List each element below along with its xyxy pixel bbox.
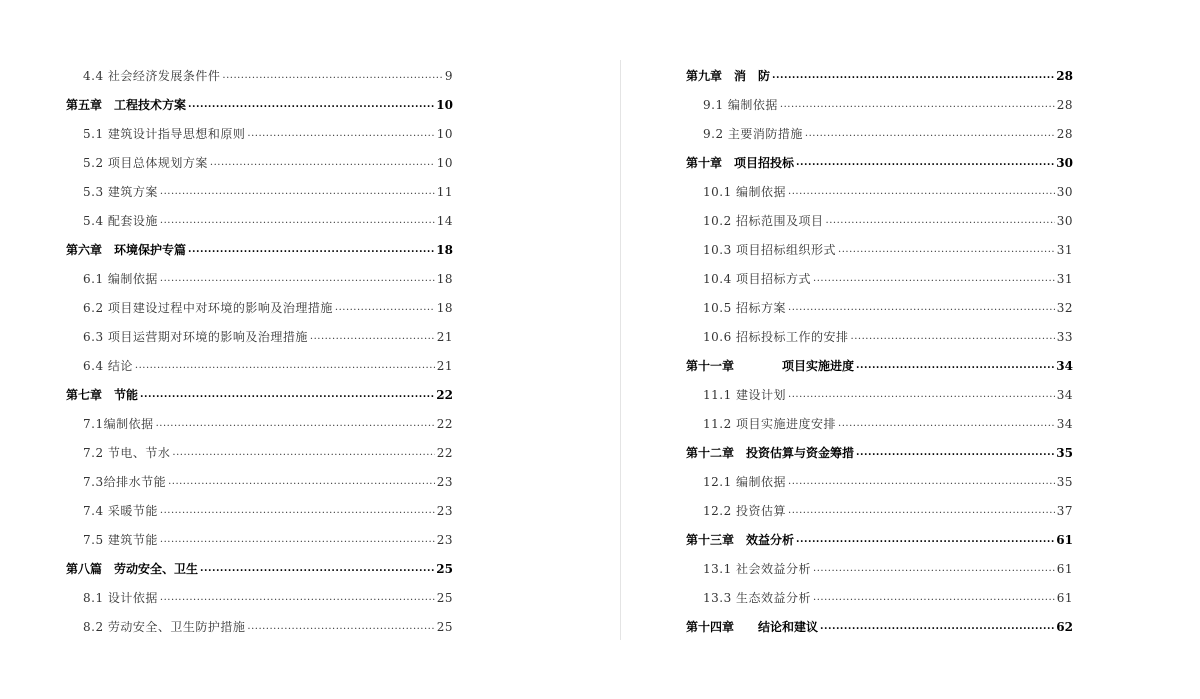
toc-dot-leader xyxy=(856,360,1054,372)
toc-section-entry[interactable] xyxy=(686,583,1073,612)
toc-entry-title: 5.1 建筑设计指导思想和原则 xyxy=(83,127,246,141)
toc-section-entry[interactable] xyxy=(66,148,453,177)
toc-dot-leader xyxy=(160,592,435,604)
toc-dot-leader xyxy=(247,128,434,140)
toc-section-entry[interactable] xyxy=(66,293,453,322)
toc-section-entry[interactable] xyxy=(66,467,453,496)
toc-dot-leader xyxy=(826,215,1055,227)
toc-section-entry[interactable] xyxy=(686,235,1073,264)
toc-entry-page-number: 23 xyxy=(436,474,453,489)
toc-section-entry[interactable] xyxy=(66,177,453,206)
toc-dot-leader xyxy=(772,70,1054,82)
toc-entry-page-number: 34 xyxy=(1056,358,1073,373)
toc-section-entry[interactable] xyxy=(66,264,453,293)
toc-entry-page-number: 11 xyxy=(436,184,453,199)
toc-entry-title: 10.5 招标方案 xyxy=(703,301,787,315)
toc-entry-title: 9.1 编制依据 xyxy=(703,98,778,112)
toc-dot-leader xyxy=(856,447,1054,459)
toc-section-entry[interactable] xyxy=(66,61,453,90)
toc-entry-page-number: 31 xyxy=(1056,242,1073,257)
toc-dot-leader xyxy=(222,70,442,82)
toc-entry-page-number: 37 xyxy=(1056,503,1073,518)
toc-entry-page-number: 23 xyxy=(436,503,453,518)
toc-entry-page-number: 22 xyxy=(436,387,453,402)
toc-entry-title: 8.2 劳动安全、卫生防护措施 xyxy=(83,620,246,634)
toc-dot-leader xyxy=(335,302,435,314)
toc-dot-leader xyxy=(780,99,1055,111)
toc-entry-page-number: 21 xyxy=(436,329,453,344)
toc-entry-title: 12.1 编制依据 xyxy=(703,475,787,489)
toc-entry-page-number: 35 xyxy=(1056,445,1073,460)
toc-dot-leader xyxy=(788,505,1055,517)
toc-entry-title: 7.1编制依据 xyxy=(83,417,154,431)
toc-entry-page-number: 35 xyxy=(1056,474,1073,489)
toc-dot-leader xyxy=(838,418,1055,430)
toc-dot-leader xyxy=(168,476,435,488)
toc-entry-page-number: 23 xyxy=(436,532,453,547)
toc-dot-leader xyxy=(160,186,435,198)
toc-entry-title: 第五章 工程技术方案 xyxy=(66,98,187,112)
toc-chapter-entry[interactable] xyxy=(686,148,1073,177)
toc-section-entry[interactable] xyxy=(686,496,1073,525)
toc-entry-page-number: 34 xyxy=(1056,416,1073,431)
toc-section-entry[interactable] xyxy=(686,322,1073,351)
toc-chapter-entry[interactable] xyxy=(66,380,453,409)
toc-dot-leader xyxy=(200,563,434,575)
toc-entry-title: 第九章 消 防 xyxy=(686,69,771,83)
toc-entry-title: 10.6 招标投标工作的安排 xyxy=(703,330,849,344)
toc-dot-leader xyxy=(796,157,1054,169)
toc-section-entry[interactable] xyxy=(66,583,453,612)
toc-entry-title: 6.4 结论 xyxy=(83,359,133,373)
toc-chapter-entry[interactable] xyxy=(686,351,1073,380)
toc-dot-leader xyxy=(788,476,1055,488)
toc-dot-leader xyxy=(156,418,435,430)
toc-section-entry[interactable] xyxy=(686,206,1073,235)
toc-entry-title: 第七章 节能 xyxy=(66,388,139,402)
toc-dot-leader xyxy=(310,331,435,343)
toc-dot-leader xyxy=(788,302,1055,314)
toc-entry-title: 6.3 项目运营期对环境的影响及治理措施 xyxy=(83,330,308,344)
toc-section-entry[interactable] xyxy=(686,467,1073,496)
toc-section-entry[interactable] xyxy=(686,264,1073,293)
toc-entry-page-number: 34 xyxy=(1056,387,1073,402)
toc-entry-title: 第六章 环境保护专篇 xyxy=(66,243,187,257)
toc-entry-page-number: 30 xyxy=(1056,155,1073,170)
toc-section-entry[interactable] xyxy=(66,438,453,467)
toc-entry-title: 13.1 社会效益分析 xyxy=(703,562,812,576)
toc-chapter-entry[interactable] xyxy=(686,438,1073,467)
toc-section-entry[interactable] xyxy=(66,119,453,148)
toc-dot-leader xyxy=(813,273,1055,285)
toc-entry-title: 7.2 节电、节水 xyxy=(83,446,171,460)
toc-dot-leader xyxy=(788,389,1055,401)
toc-dot-leader xyxy=(172,447,434,459)
toc-entry-title: 10.1 编制依据 xyxy=(703,185,787,199)
toc-chapter-entry[interactable] xyxy=(66,554,453,583)
toc-entry-title: 6.1 编制依据 xyxy=(83,272,158,286)
toc-entry-title: 第十章 项目招投标 xyxy=(686,156,795,170)
toc-entry-title: 第十三章 效益分析 xyxy=(686,533,795,547)
toc-entry-page-number: 18 xyxy=(436,271,453,286)
toc-entry-page-number: 9 xyxy=(444,68,453,83)
toc-entry-page-number: 21 xyxy=(436,358,453,373)
toc-entry-title: 10.3 项目招标组织形式 xyxy=(703,243,837,257)
toc-entry-page-number: 61 xyxy=(1056,590,1073,605)
toc-entry-title: 第八篇 劳动安全、卫生 xyxy=(66,562,199,576)
toc-entry-title: 5.4 配套设施 xyxy=(83,214,158,228)
toc-entry-title: 第十一章 项目实施进度 xyxy=(686,359,855,373)
toc-entry-title: 7.3给排水节能 xyxy=(83,475,167,489)
toc-entry-page-number: 28 xyxy=(1056,97,1073,112)
toc-dot-leader xyxy=(135,360,435,372)
toc-entry-title: 12.2 投资估算 xyxy=(703,504,787,518)
toc-entry-page-number: 62 xyxy=(1056,619,1073,634)
toc-dot-leader xyxy=(820,621,1054,633)
toc-dot-leader xyxy=(796,534,1054,546)
toc-entry-title: 7.4 采暖节能 xyxy=(83,504,158,518)
toc-dot-leader xyxy=(160,505,435,517)
toc-dot-leader xyxy=(210,157,435,169)
toc-entry-page-number: 30 xyxy=(1056,213,1073,228)
toc-entry-title: 7.5 建筑节能 xyxy=(83,533,158,547)
toc-entry-title: 8.1 设计依据 xyxy=(83,591,158,605)
toc-entry-page-number: 25 xyxy=(436,619,453,634)
toc-chapter-entry[interactable] xyxy=(686,525,1073,554)
toc-entry-page-number: 61 xyxy=(1056,561,1073,576)
toc-section-entry[interactable] xyxy=(66,206,453,235)
toc-dot-leader xyxy=(160,534,435,546)
toc-section-entry[interactable] xyxy=(66,496,453,525)
toc-entry-page-number: 10 xyxy=(436,155,453,170)
toc-dot-leader xyxy=(160,273,435,285)
toc-dot-leader xyxy=(813,592,1055,604)
toc-entry-page-number: 18 xyxy=(436,242,453,257)
toc-dot-leader xyxy=(788,186,1055,198)
toc-dot-leader xyxy=(188,244,434,256)
toc-section-entry[interactable] xyxy=(686,380,1073,409)
toc-section-entry[interactable] xyxy=(66,351,453,380)
toc-entry-page-number: 10 xyxy=(436,97,453,112)
toc-chapter-entry[interactable] xyxy=(66,90,453,119)
toc-entry-title: 10.2 招标范围及项目 xyxy=(703,214,824,228)
page-divider xyxy=(620,60,621,640)
toc-dot-leader xyxy=(838,244,1055,256)
toc-entry-page-number: 31 xyxy=(1056,271,1073,286)
toc-dot-leader xyxy=(140,389,434,401)
toc-section-entry[interactable] xyxy=(686,554,1073,583)
toc-entry-title: 9.2 主要消防措施 xyxy=(703,127,803,141)
toc-section-entry[interactable] xyxy=(66,525,453,554)
toc-entry-title: 6.2 项目建设过程中对环境的影响及治理措施 xyxy=(83,301,333,315)
toc-section-entry[interactable] xyxy=(66,612,453,641)
toc-chapter-entry[interactable] xyxy=(686,612,1073,641)
toc-entry-page-number: 22 xyxy=(436,445,453,460)
toc-entry-title: 第十二章 投资估算与资金筹措 xyxy=(686,446,855,460)
toc-entry-page-number: 28 xyxy=(1056,126,1073,141)
toc-entry-page-number: 33 xyxy=(1056,329,1073,344)
toc-section-entry[interactable] xyxy=(686,177,1073,206)
toc-dot-leader xyxy=(160,215,435,227)
toc-entry-title: 第十四章 结论和建议 xyxy=(686,620,819,634)
toc-dot-leader xyxy=(805,128,1055,140)
toc-section-entry[interactable] xyxy=(66,409,453,438)
toc-section-entry[interactable] xyxy=(66,322,453,351)
toc-section-entry[interactable] xyxy=(686,119,1073,148)
toc-entry-title: 5.2 项目总体规划方案 xyxy=(83,156,208,170)
toc-dot-leader xyxy=(188,99,434,111)
toc-chapter-entry[interactable] xyxy=(66,235,453,264)
toc-entry-page-number: 18 xyxy=(436,300,453,315)
toc-entry-page-number: 14 xyxy=(436,213,453,228)
toc-entry-page-number: 22 xyxy=(436,416,453,431)
toc-dot-leader xyxy=(247,621,434,633)
toc-entry-page-number: 61 xyxy=(1056,532,1073,547)
toc-entry-title: 10.4 项目招标方式 xyxy=(703,272,812,286)
toc-entry-title: 4.4 社会经济发展条件件 xyxy=(83,69,221,83)
toc-entry-title: 13.3 生态效益分析 xyxy=(703,591,812,605)
toc-entry-page-number: 30 xyxy=(1056,184,1073,199)
toc-section-entry[interactable] xyxy=(686,293,1073,322)
toc-entry-page-number: 28 xyxy=(1056,68,1073,83)
toc-entry-title: 5.3 建筑方案 xyxy=(83,185,158,199)
toc-entry-title: 11.2 项目实施进度安排 xyxy=(703,417,837,431)
toc-entry-title: 11.1 建设计划 xyxy=(703,388,787,402)
toc-chapter-entry[interactable] xyxy=(686,61,1073,90)
toc-entry-page-number: 25 xyxy=(436,590,453,605)
toc-page-left xyxy=(66,61,453,641)
toc-dot-leader xyxy=(851,331,1055,343)
toc-page-right xyxy=(686,61,1073,641)
toc-entry-page-number: 32 xyxy=(1056,300,1073,315)
toc-section-entry[interactable] xyxy=(686,409,1073,438)
toc-entry-page-number: 10 xyxy=(436,126,453,141)
toc-dot-leader xyxy=(813,563,1055,575)
toc-entry-page-number: 25 xyxy=(436,561,453,576)
toc-section-entry[interactable] xyxy=(686,90,1073,119)
